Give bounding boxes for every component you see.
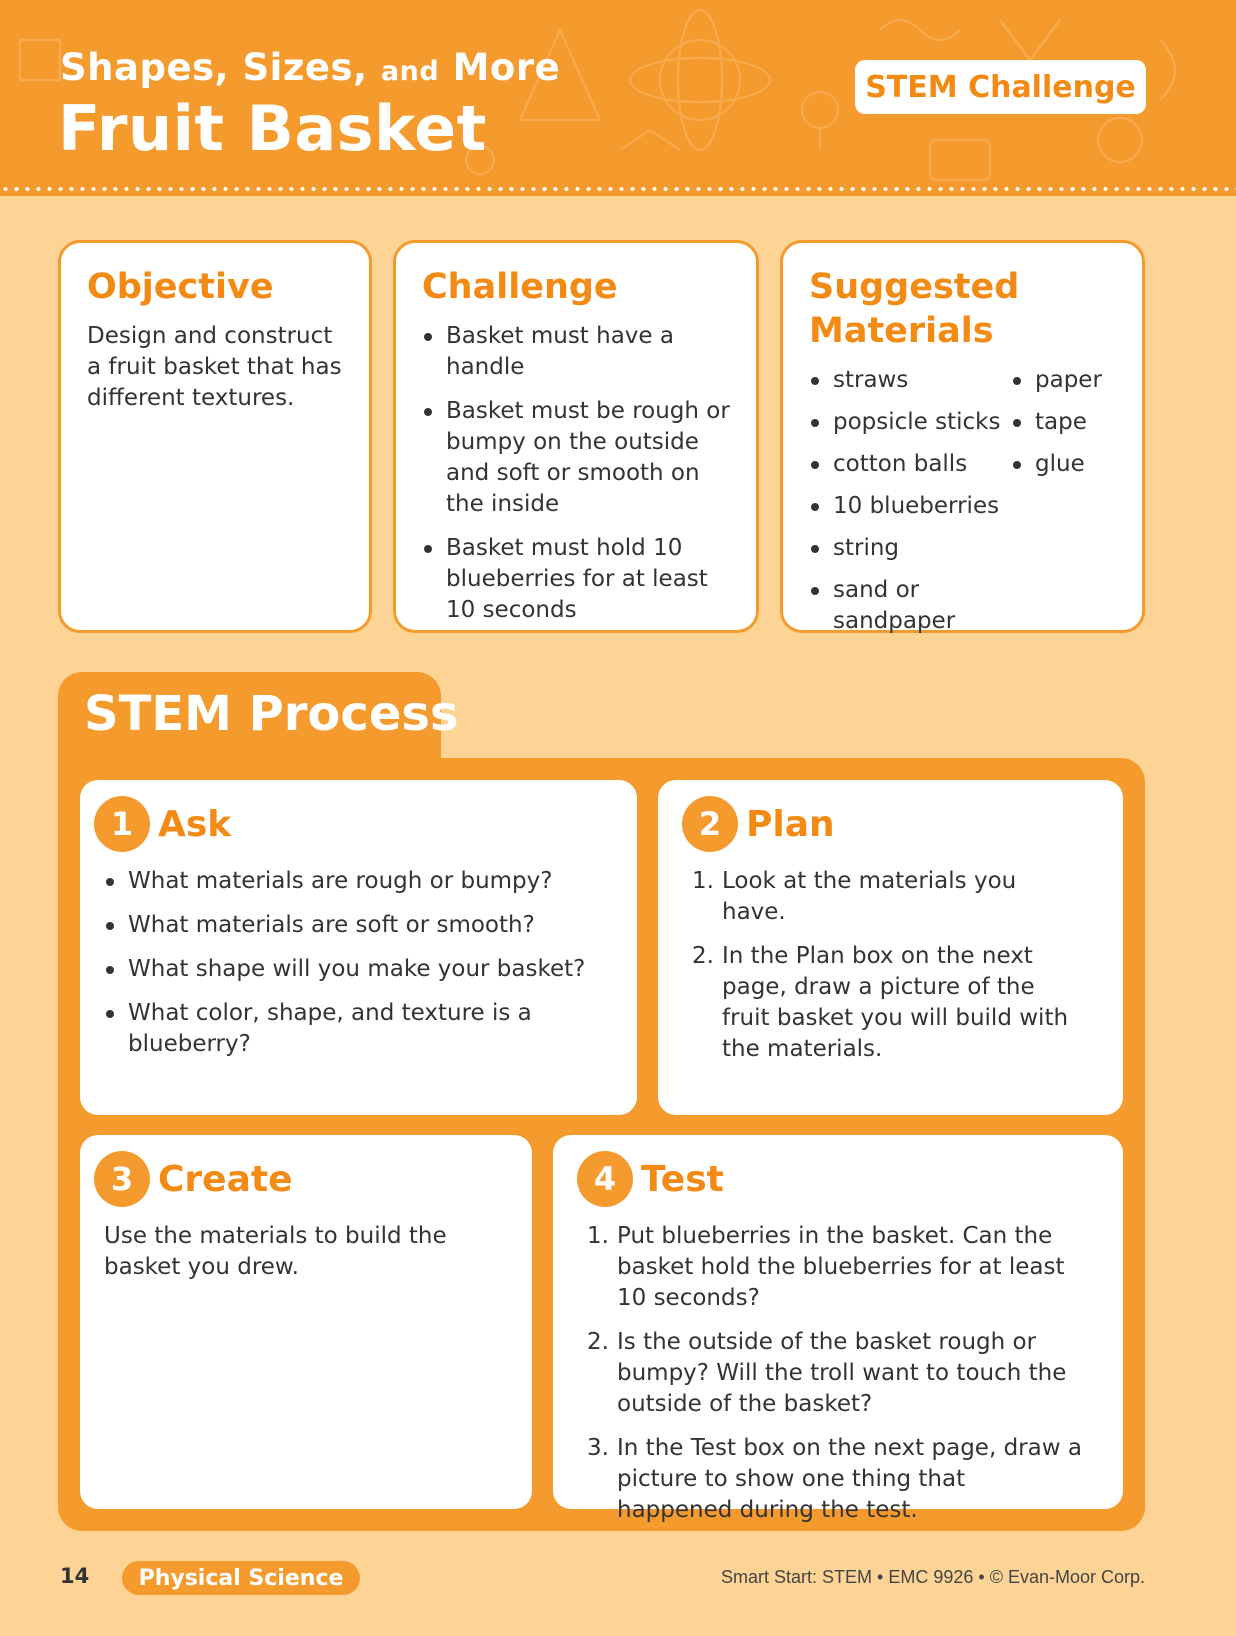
test-list <box>587 1221 1083 1526</box>
list-item: sand or sandpaper <box>809 575 1011 637</box>
list-item: What materials are rough or bumpy? <box>104 866 613 897</box>
list-item: popsicle sticks <box>809 407 1011 438</box>
challenge-heading: Challenge <box>422 267 618 307</box>
step-ask-header <box>104 796 613 852</box>
challenge-card <box>393 240 759 633</box>
step-test <box>553 1135 1123 1523</box>
list-item: tape <box>1011 407 1102 438</box>
dotted-divider <box>0 186 1236 192</box>
create-text: Use the materials to build the basket you drew. <box>104 1223 447 1280</box>
list-item: What materials are soft or smooth? <box>104 910 613 941</box>
step-test-heading: Test <box>641 1158 724 1200</box>
list-item: Basket must have a handle <box>422 321 732 383</box>
list-item: glue <box>1011 449 1102 480</box>
step-create-heading: Create <box>158 1158 293 1200</box>
step-number-badge: 1 <box>94 796 150 852</box>
step-number-badge: 3 <box>94 1151 150 1207</box>
step-ask-heading: Ask <box>158 803 232 845</box>
step-create-header <box>104 1151 508 1207</box>
materials-columns <box>809 365 1118 648</box>
list-item: straws <box>809 365 1011 396</box>
step-plan-heading: Plan <box>746 803 835 845</box>
subtitle-part-b: More <box>452 46 561 89</box>
subtitle-part-a: Shapes, Sizes, <box>60 46 368 89</box>
step-ask <box>80 780 637 1115</box>
step-number-badge: 4 <box>577 1151 633 1207</box>
step-create <box>80 1135 532 1509</box>
step-number-badge: 2 <box>682 796 738 852</box>
list-item: 2. In the Plan box on the next page, draw a picture of the fruit basket you will build with the materials. <box>692 943 1069 1062</box>
list-item: 2. Is the outside of the basket rough or bumpy? Will the troll want to touch the outside of the basket? <box>587 1329 1067 1417</box>
list-item: paper <box>1011 365 1102 396</box>
plan-list <box>692 866 1083 1065</box>
section-label: Physical Science <box>122 1561 360 1595</box>
materials-list-right <box>1011 365 1102 648</box>
unit-subtitle <box>60 46 560 89</box>
page-number: 14 <box>60 1564 90 1588</box>
list-item: 1. Look at the materials you have. <box>692 868 1017 925</box>
stem-process-heading: STEM Process <box>84 686 459 742</box>
objective-text: Design and construct a fruit basket that has different textures. <box>87 323 342 411</box>
page-header <box>0 0 1236 196</box>
objective-card <box>58 240 372 633</box>
list-item: 1. Put blueberries in the basket. Can the basket hold the blueberries for at least 10 seconds? <box>587 1223 1065 1311</box>
page-title: Fruit Basket <box>58 92 487 165</box>
step-plan <box>658 780 1123 1115</box>
list-item: 10 blueberries <box>809 491 1011 522</box>
list-item: 3. In the Test box on the next page, draw a picture to show one thing that happened during the test. <box>587 1435 1082 1523</box>
list-item: cotton balls <box>809 449 1011 480</box>
list-item: What color, shape, and texture is a blueberry? <box>104 998 613 1060</box>
materials-list-left <box>809 365 1011 648</box>
stem-challenge-badge: STEM Challenge <box>855 60 1146 114</box>
list-item: Basket must hold 10 blueberries for at least 10 seconds <box>422 533 732 626</box>
step-test-header <box>587 1151 1083 1207</box>
challenge-list <box>422 321 732 626</box>
ask-list <box>104 866 613 1060</box>
list-item: Basket must be rough or bumpy on the outside and soft or smooth on the inside <box>422 396 732 520</box>
materials-heading: Suggested Materials <box>809 267 1020 351</box>
publisher-credit: Smart Start: STEM • EMC 9926 • © Evan-Moor Corp. <box>721 1567 1145 1587</box>
objective-heading: Objective <box>87 267 274 307</box>
subtitle-and: and <box>380 56 440 87</box>
list-item: string <box>809 533 1011 564</box>
materials-card <box>780 240 1145 633</box>
step-plan-header <box>692 796 1083 852</box>
list-item: What shape will you make your basket? <box>104 954 613 985</box>
